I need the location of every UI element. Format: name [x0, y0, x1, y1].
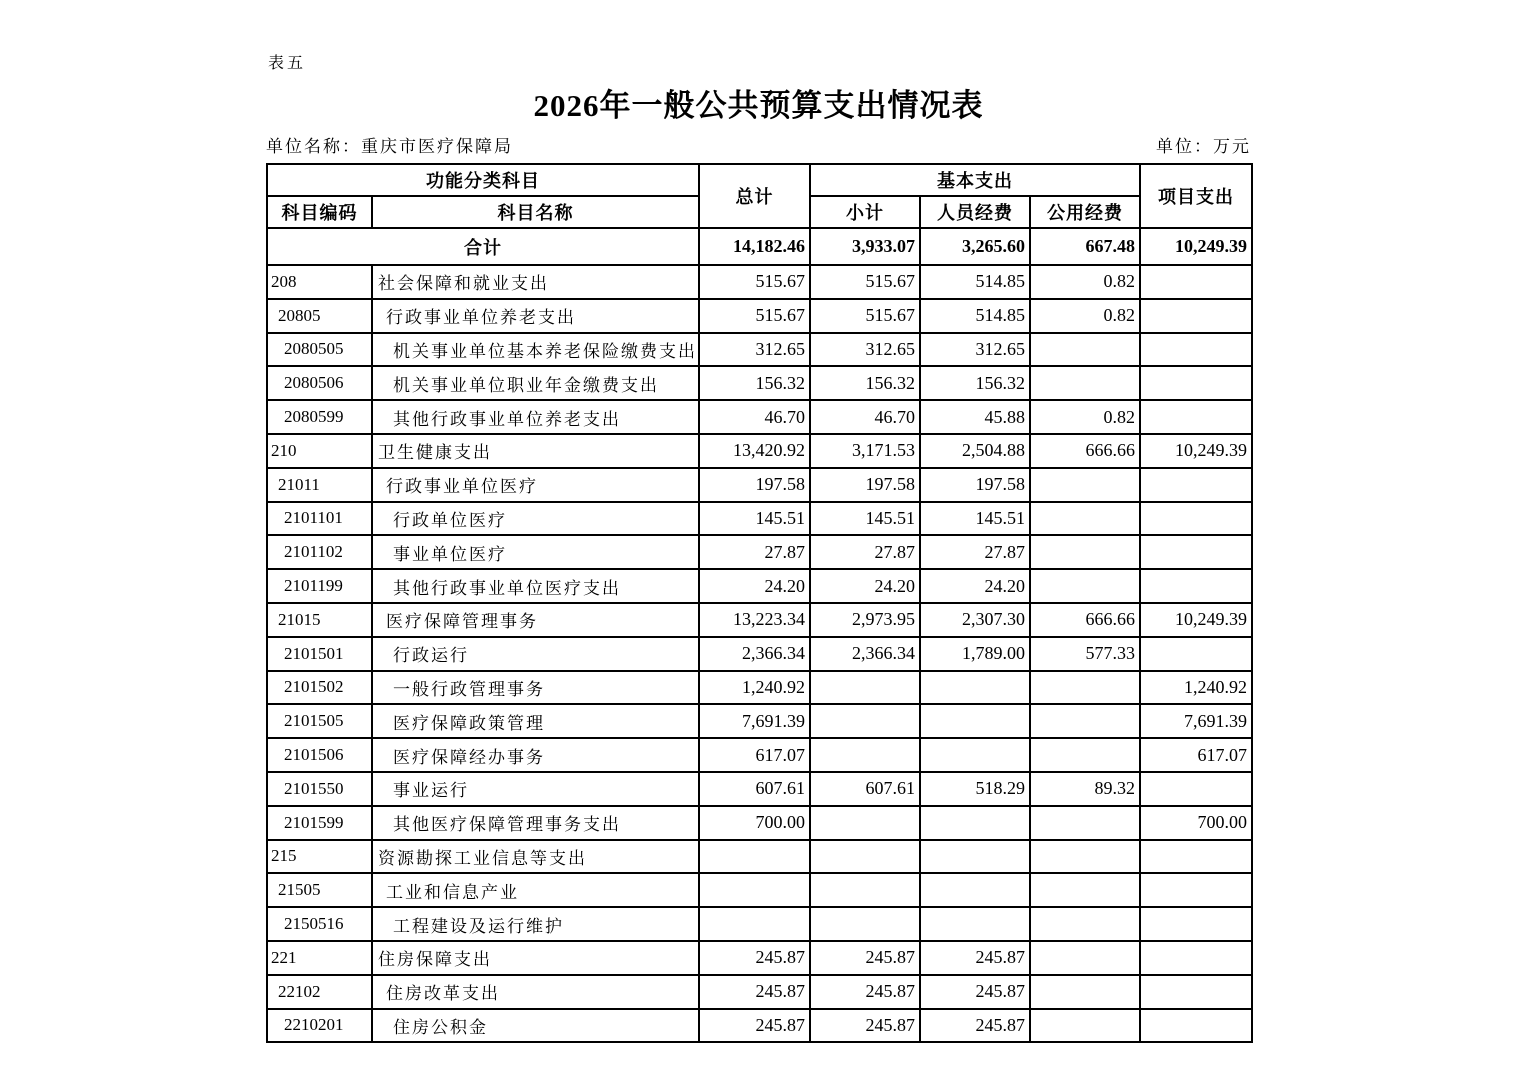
- total-value-cell: 13,223.34: [699, 603, 810, 637]
- public-value-cell: [1030, 840, 1140, 874]
- subject-code-cell: 21011: [267, 468, 372, 502]
- subject-name-cell: 机关事业单位基本养老保险缴费支出: [372, 333, 699, 367]
- table-row: [267, 366, 1252, 400]
- subject-code-cell: 2101501: [267, 637, 372, 671]
- public-value-cell: [1030, 366, 1140, 400]
- public-value-cell: [1030, 535, 1140, 569]
- personnel-value-cell: 156.32: [920, 366, 1030, 400]
- total-row-public-value: 667.48: [1030, 228, 1140, 265]
- project-value-cell: [1140, 502, 1252, 536]
- project-value-cell: 1,240.92: [1140, 671, 1252, 705]
- subject-code-cell: 208: [267, 265, 372, 299]
- project-value-cell: [1140, 366, 1252, 400]
- page-title: 2026年一般公共预算支出情况表: [533, 88, 984, 123]
- table-row: [267, 907, 1252, 941]
- subject-code-cell: 221: [267, 941, 372, 975]
- total-value-cell: 1,240.92: [699, 671, 810, 705]
- table-row: [267, 772, 1252, 806]
- personnel-value-cell: 514.85: [920, 299, 1030, 333]
- personnel-value-cell: [920, 671, 1030, 705]
- subject-code-cell: 215: [267, 840, 372, 874]
- personnel-value-cell: 24.20: [920, 569, 1030, 603]
- subject-name-cell: 医疗保障管理事务: [372, 603, 699, 637]
- personnel-value-cell: 312.65: [920, 333, 1030, 367]
- public-value-cell: [1030, 738, 1140, 772]
- subject-code-cell: 2210201: [267, 1009, 372, 1043]
- personnel-value-cell: [920, 840, 1030, 874]
- public-value-cell: 0.82: [1030, 265, 1140, 299]
- table-row: [267, 502, 1252, 536]
- header-basic-expenditure: 基本支出: [810, 164, 1140, 196]
- subject-code-cell: 2080599: [267, 400, 372, 434]
- table-row: [267, 299, 1252, 333]
- table-row: [267, 468, 1252, 502]
- subtotal-value-cell: 312.65: [810, 333, 920, 367]
- subtotal-value-cell: 515.67: [810, 265, 920, 299]
- subject-name-cell: 医疗保障政策管理: [372, 704, 699, 738]
- subject-code-cell: 2101102: [267, 535, 372, 569]
- project-value-cell: [1140, 265, 1252, 299]
- table-number-label: 表五: [268, 55, 307, 72]
- personnel-value-cell: 27.87: [920, 535, 1030, 569]
- table-row: [267, 873, 1252, 907]
- project-value-cell: [1140, 468, 1252, 502]
- table-row: [267, 400, 1252, 434]
- project-value-cell: [1140, 873, 1252, 907]
- subtotal-value-cell: [810, 704, 920, 738]
- table-row: [267, 265, 1252, 299]
- total-row: [267, 228, 1252, 265]
- total-row-label: 合计: [267, 228, 699, 265]
- unit-measure-label: 单位：万元: [1156, 137, 1251, 156]
- total-value-cell: 607.61: [699, 772, 810, 806]
- subject-code-cell: 2101505: [267, 704, 372, 738]
- header-function-category: 功能分类科目: [267, 164, 699, 196]
- subject-code-cell: 2101199: [267, 569, 372, 603]
- subject-name-cell: 住房公积金: [372, 1009, 699, 1043]
- project-value-cell: 617.07: [1140, 738, 1252, 772]
- table-row: [267, 941, 1252, 975]
- subtotal-value-cell: [810, 873, 920, 907]
- total-value-cell: 312.65: [699, 333, 810, 367]
- total-value-cell: 515.67: [699, 265, 810, 299]
- subject-name-cell: 一般行政管理事务: [372, 671, 699, 705]
- personnel-value-cell: 1,789.00: [920, 637, 1030, 671]
- subtotal-value-cell: 515.67: [810, 299, 920, 333]
- total-value-cell: 245.87: [699, 975, 810, 1009]
- public-value-cell: [1030, 873, 1140, 907]
- total-row-total-value: 14,182.46: [699, 228, 810, 265]
- total-row-project-value: 10,249.39: [1140, 228, 1252, 265]
- project-value-cell: [1140, 535, 1252, 569]
- subject-name-cell: 事业单位医疗: [372, 535, 699, 569]
- table-row: [267, 569, 1252, 603]
- subtotal-value-cell: [810, 806, 920, 840]
- header-project-expenditure: 项目支出: [1140, 164, 1252, 228]
- subject-name-cell: 其他行政事业单位养老支出: [372, 400, 699, 434]
- project-value-cell: 10,249.39: [1140, 434, 1252, 468]
- subject-code-cell: 2150516: [267, 907, 372, 941]
- subtotal-value-cell: 46.70: [810, 400, 920, 434]
- personnel-value-cell: 518.29: [920, 772, 1030, 806]
- subject-code-cell: 210: [267, 434, 372, 468]
- public-value-cell: [1030, 569, 1140, 603]
- subject-name-cell: 行政事业单位养老支出: [372, 299, 699, 333]
- subtotal-value-cell: 3,171.53: [810, 434, 920, 468]
- project-value-cell: [1140, 1009, 1252, 1043]
- total-value-cell: 156.32: [699, 366, 810, 400]
- subtotal-value-cell: 245.87: [810, 941, 920, 975]
- total-value-cell: 24.20: [699, 569, 810, 603]
- public-value-cell: [1030, 1009, 1140, 1043]
- table-row: [267, 975, 1252, 1009]
- table-row: [267, 840, 1252, 874]
- public-value-cell: 89.32: [1030, 772, 1140, 806]
- header-personnel-funds: 人员经费: [920, 196, 1030, 228]
- subtotal-value-cell: [810, 840, 920, 874]
- subtotal-value-cell: 156.32: [810, 366, 920, 400]
- subject-code-cell: 22102: [267, 975, 372, 1009]
- total-value-cell: 700.00: [699, 806, 810, 840]
- public-value-cell: [1030, 975, 1140, 1009]
- header-subtotal: 小计: [810, 196, 920, 228]
- table-row: [267, 535, 1252, 569]
- subtotal-value-cell: [810, 907, 920, 941]
- project-value-cell: [1140, 941, 1252, 975]
- table-body: [267, 228, 1252, 1042]
- personnel-value-cell: 245.87: [920, 975, 1030, 1009]
- subtotal-value-cell: 197.58: [810, 468, 920, 502]
- subtotal-value-cell: 27.87: [810, 535, 920, 569]
- public-value-cell: [1030, 704, 1140, 738]
- subject-name-cell: 卫生健康支出: [372, 434, 699, 468]
- public-value-cell: 0.82: [1030, 400, 1140, 434]
- total-value-cell: 617.07: [699, 738, 810, 772]
- subject-name-cell: 工程建设及运行维护: [372, 907, 699, 941]
- total-value-cell: 2,366.34: [699, 637, 810, 671]
- personnel-value-cell: 45.88: [920, 400, 1030, 434]
- public-value-cell: 666.66: [1030, 603, 1140, 637]
- table-row: [267, 333, 1252, 367]
- subtotal-value-cell: 245.87: [810, 975, 920, 1009]
- personnel-value-cell: [920, 738, 1030, 772]
- subject-name-cell: 工业和信息产业: [372, 873, 699, 907]
- header-subject-name: 科目名称: [372, 196, 699, 228]
- subject-name-cell: 行政事业单位医疗: [372, 468, 699, 502]
- subject-name-cell: 其他医疗保障管理事务支出: [372, 806, 699, 840]
- unit-name-label: 单位名称：重庆市医疗保障局: [266, 137, 513, 156]
- table-row: [267, 434, 1252, 468]
- subject-code-cell: 2101506: [267, 738, 372, 772]
- table-row: [267, 806, 1252, 840]
- table-row: [267, 1009, 1252, 1043]
- table-row: [267, 603, 1252, 637]
- subject-code-cell: 21015: [267, 603, 372, 637]
- total-value-cell: 197.58: [699, 468, 810, 502]
- meta-row: [266, 132, 1251, 157]
- total-value-cell: 7,691.39: [699, 704, 810, 738]
- total-value-cell: 245.87: [699, 941, 810, 975]
- subject-name-cell: 其他行政事业单位医疗支出: [372, 569, 699, 603]
- subtotal-value-cell: [810, 671, 920, 705]
- table-row: [267, 671, 1252, 705]
- budget-table: [266, 163, 1253, 1043]
- subject-name-cell: 行政单位医疗: [372, 502, 699, 536]
- total-value-cell: 145.51: [699, 502, 810, 536]
- public-value-cell: [1030, 671, 1140, 705]
- public-value-cell: [1030, 806, 1140, 840]
- personnel-value-cell: 245.87: [920, 941, 1030, 975]
- project-value-cell: 7,691.39: [1140, 704, 1252, 738]
- project-value-cell: [1140, 907, 1252, 941]
- total-value-cell: [699, 907, 810, 941]
- subject-code-cell: 2101502: [267, 671, 372, 705]
- subject-name-cell: 住房保障支出: [372, 941, 699, 975]
- public-value-cell: 0.82: [1030, 299, 1140, 333]
- table-row: [267, 704, 1252, 738]
- header-row-1: [267, 164, 1252, 196]
- table-row: [267, 738, 1252, 772]
- subject-name-cell: 事业运行: [372, 772, 699, 806]
- header-total: 总计: [699, 164, 810, 228]
- public-value-cell: [1030, 333, 1140, 367]
- subject-code-cell: 2080506: [267, 366, 372, 400]
- header-public-funds: 公用经费: [1030, 196, 1140, 228]
- personnel-value-cell: 514.85: [920, 265, 1030, 299]
- total-row-subtotal-value: 3,933.07: [810, 228, 920, 265]
- subject-name-cell: 住房改革支出: [372, 975, 699, 1009]
- subject-name-cell: 医疗保障经办事务: [372, 738, 699, 772]
- project-value-cell: [1140, 975, 1252, 1009]
- personnel-value-cell: 2,504.88: [920, 434, 1030, 468]
- project-value-cell: [1140, 637, 1252, 671]
- personnel-value-cell: 2,307.30: [920, 603, 1030, 637]
- personnel-value-cell: 197.58: [920, 468, 1030, 502]
- public-value-cell: [1030, 941, 1140, 975]
- subtotal-value-cell: 2,973.95: [810, 603, 920, 637]
- subject-code-cell: 2101101: [267, 502, 372, 536]
- subtotal-value-cell: [810, 738, 920, 772]
- public-value-cell: 577.33: [1030, 637, 1140, 671]
- project-value-cell: 700.00: [1140, 806, 1252, 840]
- total-value-cell: [699, 873, 810, 907]
- total-value-cell: [699, 840, 810, 874]
- subtotal-value-cell: 24.20: [810, 569, 920, 603]
- total-value-cell: 27.87: [699, 535, 810, 569]
- subject-name-cell: 社会保障和就业支出: [372, 265, 699, 299]
- personnel-value-cell: 145.51: [920, 502, 1030, 536]
- personnel-value-cell: [920, 907, 1030, 941]
- subtotal-value-cell: 145.51: [810, 502, 920, 536]
- subject-code-cell: 2080505: [267, 333, 372, 367]
- header-subject-code: 科目编码: [267, 196, 372, 228]
- total-value-cell: 515.67: [699, 299, 810, 333]
- total-value-cell: 245.87: [699, 1009, 810, 1043]
- project-value-cell: [1140, 400, 1252, 434]
- table-row: [267, 637, 1252, 671]
- public-value-cell: [1030, 468, 1140, 502]
- subject-code-cell: 2101550: [267, 772, 372, 806]
- table-header: [267, 164, 1252, 228]
- project-value-cell: [1140, 840, 1252, 874]
- project-value-cell: [1140, 299, 1252, 333]
- project-value-cell: 10,249.39: [1140, 603, 1252, 637]
- public-value-cell: 666.66: [1030, 434, 1140, 468]
- subject-name-cell: 资源勘探工业信息等支出: [372, 840, 699, 874]
- total-value-cell: 46.70: [699, 400, 810, 434]
- personnel-value-cell: 245.87: [920, 1009, 1030, 1043]
- subject-code-cell: 21505: [267, 873, 372, 907]
- subject-name-cell: 机关事业单位职业年金缴费支出: [372, 366, 699, 400]
- subject-name-cell: 行政运行: [372, 637, 699, 671]
- project-value-cell: [1140, 772, 1252, 806]
- personnel-value-cell: [920, 806, 1030, 840]
- total-value-cell: 13,420.92: [699, 434, 810, 468]
- public-value-cell: [1030, 907, 1140, 941]
- total-row-personnel-value: 3,265.60: [920, 228, 1030, 265]
- subtotal-value-cell: 2,366.34: [810, 637, 920, 671]
- project-value-cell: [1140, 569, 1252, 603]
- subtotal-value-cell: 607.61: [810, 772, 920, 806]
- personnel-value-cell: [920, 704, 1030, 738]
- personnel-value-cell: [920, 873, 1030, 907]
- public-value-cell: [1030, 502, 1140, 536]
- subtotal-value-cell: 245.87: [810, 1009, 920, 1043]
- subject-code-cell: 2101599: [267, 806, 372, 840]
- subject-code-cell: 20805: [267, 299, 372, 333]
- project-value-cell: [1140, 333, 1252, 367]
